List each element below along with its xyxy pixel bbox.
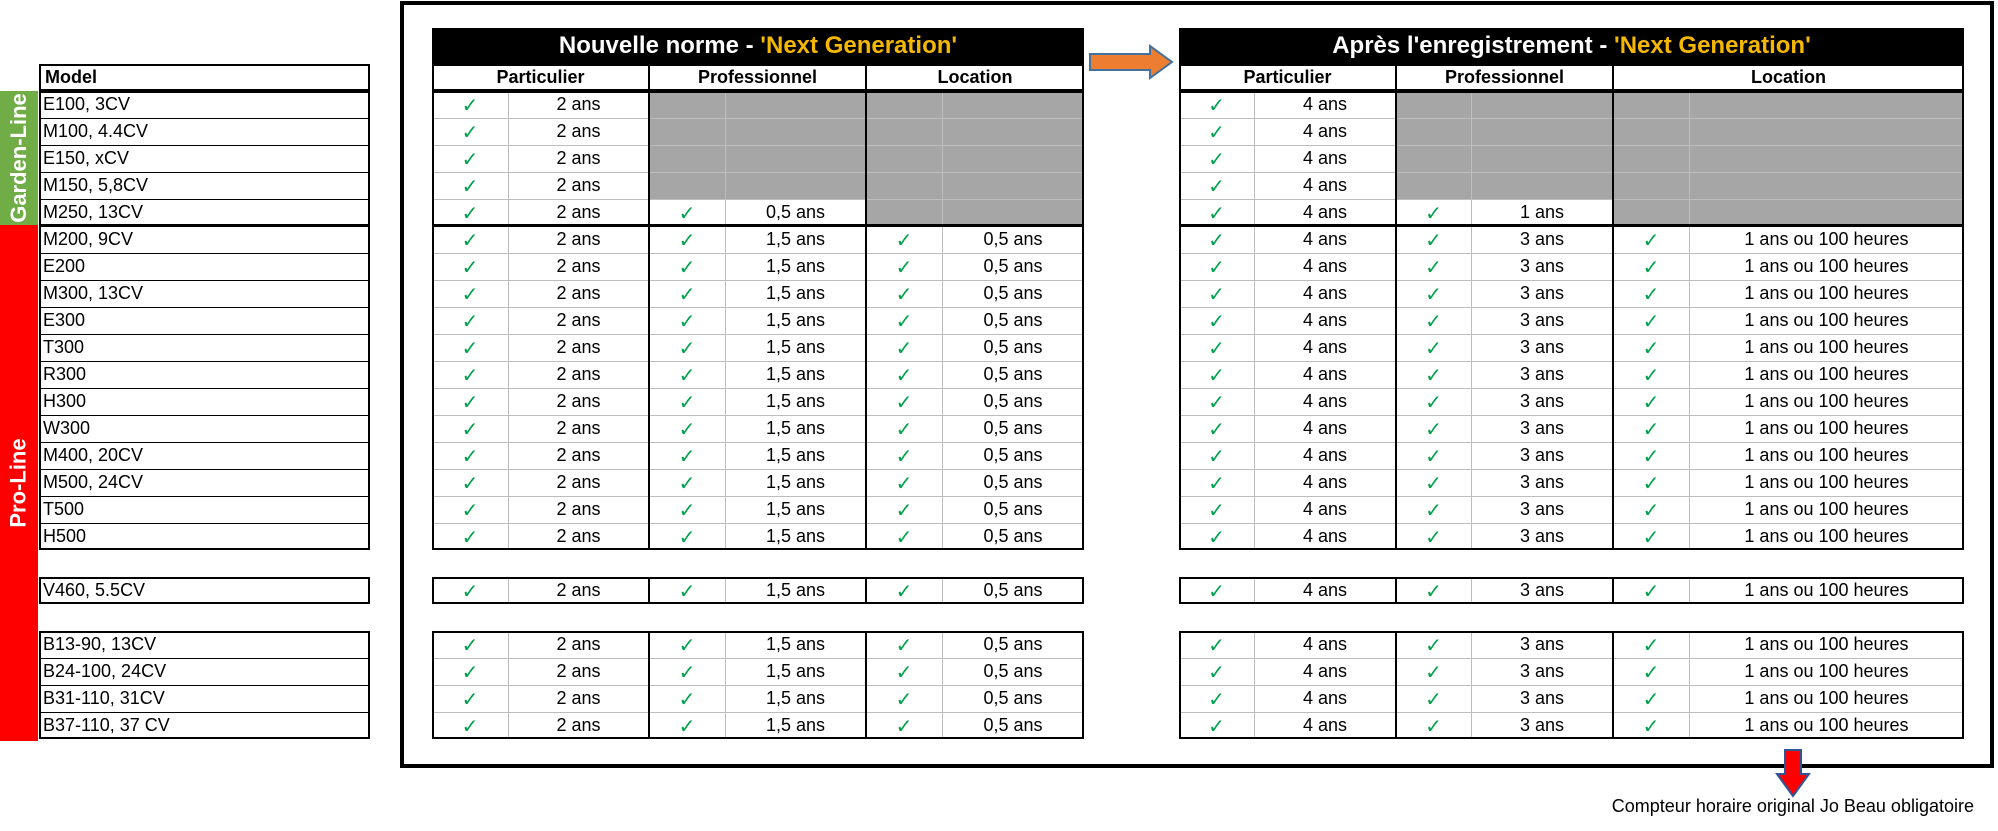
group-divider: [39, 224, 370, 227]
warranty-value: 0,5 ans: [983, 445, 1043, 465]
check-icon: ✓: [678, 578, 696, 603]
model-name: M150, 5,8CV: [43, 175, 149, 195]
check-icon: ✓: [461, 713, 479, 738]
warranty-value: 2 ans: [556, 391, 601, 411]
warranty-value: 1,5 ans: [765, 364, 826, 384]
arrow-right-icon: [1088, 44, 1174, 80]
row-divider: [39, 685, 370, 686]
warranty-value: 2 ans: [556, 526, 601, 546]
warranty-value: 1,5 ans: [765, 283, 826, 303]
check-icon: ✓: [1208, 713, 1225, 738]
warranty-value: 0,5 ans: [765, 202, 826, 222]
warranty-value: 1,5 ans: [765, 391, 826, 411]
row-divider: [39, 496, 370, 497]
warranty-value: 2 ans: [556, 256, 601, 276]
warranty-value: 1 ans ou 100 heures: [1744, 499, 1909, 519]
check-icon: ✓: [895, 470, 913, 495]
row-divider: [39, 253, 370, 254]
warranty-value: 3 ans: [1519, 229, 1565, 249]
check-icon: ✓: [1425, 200, 1442, 225]
row-divider: [39, 415, 370, 416]
warranty-value: 3 ans: [1519, 391, 1565, 411]
warranty-value: 3 ans: [1519, 310, 1565, 330]
check-icon: ✓: [1425, 443, 1442, 468]
warranty-value: 4 ans: [1302, 715, 1348, 735]
check-icon: ✓: [461, 335, 479, 360]
footnote: Compteur horaire original Jo Beau obligatoire: [1611, 796, 1974, 816]
check-icon: ✓: [895, 254, 913, 279]
warranty-value: 4 ans: [1302, 418, 1348, 438]
check-icon: ✓: [461, 173, 479, 198]
check-icon: ✓: [461, 146, 479, 171]
warranty-value: 4 ans: [1302, 94, 1348, 114]
warranty-value: 2 ans: [556, 715, 601, 735]
warranty-value: 0,5 ans: [983, 391, 1043, 411]
warranty-value: 0,5 ans: [983, 472, 1043, 492]
check-icon: ✓: [1425, 335, 1442, 360]
warranty-value: 2 ans: [556, 283, 601, 303]
check-icon: ✓: [1425, 497, 1442, 522]
column-divider: [1395, 64, 1397, 91]
check-icon: ✓: [1642, 524, 1660, 549]
check-icon: ✓: [1208, 578, 1225, 603]
warranty-value: 1,5 ans: [765, 688, 826, 708]
column-header-location: Location: [1751, 67, 1826, 87]
check-icon: ✓: [1425, 686, 1442, 711]
model-name: M400, 20CV: [43, 445, 144, 465]
warranty-value: 0,5 ans: [983, 580, 1043, 600]
model-name: M100, 4.4CV: [43, 121, 149, 141]
left-table-title: [432, 28, 1084, 64]
warranty-value: 0,5 ans: [983, 256, 1043, 276]
warranty-value: 1 ans: [1519, 202, 1565, 222]
warranty-value: 4 ans: [1302, 256, 1348, 276]
check-icon: ✓: [1208, 227, 1225, 252]
check-icon: ✓: [1642, 389, 1660, 414]
check-icon: ✓: [678, 470, 696, 495]
check-icon: ✓: [678, 281, 696, 306]
model-name: B13-90, 13CV: [43, 634, 157, 654]
check-icon: ✓: [461, 470, 479, 495]
check-icon: ✓: [678, 308, 696, 333]
model-header: Model: [39, 64, 370, 91]
check-icon: ✓: [1642, 497, 1660, 522]
check-icon: ✓: [1425, 713, 1442, 738]
warranty-value: 1 ans ou 100 heures: [1744, 688, 1909, 708]
check-icon: ✓: [1425, 281, 1442, 306]
check-icon: ✓: [1425, 308, 1442, 333]
left-title-accent: 'Next Generation': [760, 32, 958, 59]
warranty-value: 1,5 ans: [765, 661, 826, 681]
row-divider: [39, 442, 370, 443]
check-icon: ✓: [1642, 578, 1660, 603]
warranty-value: 3 ans: [1519, 283, 1565, 303]
arrow-down-icon: [1775, 748, 1811, 798]
warranty-value: 4 ans: [1302, 526, 1348, 546]
check-icon: ✓: [1425, 524, 1442, 549]
check-icon: ✓: [1642, 362, 1660, 387]
check-icon: ✓: [678, 200, 696, 225]
check-icon: ✓: [1642, 443, 1660, 468]
column-header-location: Location: [937, 67, 1013, 87]
check-icon: ✓: [1642, 713, 1660, 738]
check-icon: ✓: [1642, 632, 1660, 657]
warranty-value: 1,5 ans: [765, 229, 826, 249]
row-divider: [39, 145, 370, 146]
check-icon: ✓: [1642, 470, 1660, 495]
model-name: B31-110, 31CV: [43, 688, 165, 708]
row-divider: [39, 280, 370, 281]
warranty-value: 1 ans ou 100 heures: [1744, 337, 1909, 357]
warranty-value: 2 ans: [556, 580, 601, 600]
warranty-value: 3 ans: [1519, 688, 1565, 708]
check-icon: ✓: [461, 92, 479, 117]
check-icon: ✓: [461, 254, 479, 279]
model-name: B24-100, 24CV: [43, 661, 167, 681]
check-icon: ✓: [895, 362, 913, 387]
warranty-value: 1 ans ou 100 heures: [1744, 418, 1909, 438]
model-name: E300: [43, 310, 86, 330]
warranty-value: 1 ans ou 100 heures: [1744, 391, 1909, 411]
warranty-value: 0,5 ans: [983, 283, 1043, 303]
check-icon: ✓: [1208, 200, 1225, 225]
warranty-value: 1 ans ou 100 heures: [1744, 472, 1909, 492]
warranty-value: 4 ans: [1302, 499, 1348, 519]
check-icon: ✓: [678, 254, 696, 279]
warranty-value: 1 ans ou 100 heures: [1744, 445, 1909, 465]
check-icon: ✓: [461, 416, 479, 441]
model-name: M200, 9CV: [43, 229, 134, 249]
model-name: E150, xCV: [43, 148, 130, 168]
warranty-value: 4 ans: [1302, 580, 1348, 600]
model-name: T500: [43, 499, 85, 519]
warranty-value: 3 ans: [1519, 715, 1565, 735]
warranty-value: 2 ans: [556, 472, 601, 492]
check-icon: ✓: [678, 659, 696, 684]
check-icon: ✓: [895, 227, 913, 252]
check-icon: ✓: [678, 497, 696, 522]
column-divider: [648, 64, 650, 91]
warranty-value: 0,5 ans: [983, 661, 1043, 681]
warranty-value: 2 ans: [556, 148, 601, 168]
check-icon: ✓: [1208, 632, 1225, 657]
column-header-professionnel: Professionnel: [697, 67, 818, 87]
warranty-value: 0,5 ans: [983, 526, 1043, 546]
warranty-value: 1,5 ans: [765, 472, 826, 492]
warranty-value: 1 ans ou 100 heures: [1744, 310, 1909, 330]
check-icon: ✓: [895, 281, 913, 306]
check-icon: ✓: [1642, 254, 1660, 279]
check-icon: ✓: [1642, 308, 1660, 333]
check-icon: ✓: [1208, 659, 1225, 684]
warranty-value: 2 ans: [556, 418, 601, 438]
warranty-value: 1,5 ans: [765, 580, 826, 600]
warranty-value: 4 ans: [1302, 391, 1348, 411]
check-icon: ✓: [461, 200, 479, 225]
warranty-value: 4 ans: [1302, 229, 1348, 249]
check-icon: ✓: [678, 335, 696, 360]
warranty-value: 1,5 ans: [765, 634, 826, 654]
check-icon: ✓: [895, 578, 913, 603]
warranty-value: 0,5 ans: [983, 634, 1043, 654]
check-icon: ✓: [895, 686, 913, 711]
warranty-value: 4 ans: [1302, 661, 1348, 681]
model-name: T300: [43, 337, 85, 357]
warranty-value: 4 ans: [1302, 283, 1348, 303]
check-icon: ✓: [1208, 281, 1225, 306]
warranty-value: 3 ans: [1519, 256, 1565, 276]
warranty-value: 1,5 ans: [765, 445, 826, 465]
warranty-value: 2 ans: [556, 175, 601, 195]
model-name: M500, 24CV: [43, 472, 144, 492]
warranty-value: 3 ans: [1519, 337, 1565, 357]
warranty-value: 4 ans: [1302, 202, 1348, 222]
warranty-value: 1,5 ans: [765, 499, 826, 519]
warranty-value: 0,5 ans: [983, 499, 1043, 519]
column-header-professionnel: Professionnel: [1444, 67, 1565, 87]
warranty-value: 1,5 ans: [765, 337, 826, 357]
row-divider: [39, 361, 370, 362]
model-name: W300: [43, 418, 91, 438]
check-icon: ✓: [461, 524, 479, 549]
warranty-value: 0,5 ans: [983, 364, 1043, 384]
warranty-value: 3 ans: [1519, 418, 1565, 438]
check-icon: ✓: [1208, 686, 1225, 711]
warranty-value: 1 ans ou 100 heures: [1744, 634, 1909, 654]
check-icon: ✓: [461, 659, 479, 684]
check-icon: ✓: [1425, 416, 1442, 441]
check-icon: ✓: [678, 362, 696, 387]
check-icon: ✓: [461, 497, 479, 522]
garden-line-label: Garden-Line: [6, 93, 32, 223]
check-icon: ✓: [1642, 416, 1660, 441]
check-icon: ✓: [1208, 308, 1225, 333]
check-icon: ✓: [1208, 416, 1225, 441]
check-icon: ✓: [1208, 497, 1225, 522]
check-icon: ✓: [461, 578, 479, 603]
warranty-value: 0,5 ans: [983, 688, 1043, 708]
check-icon: ✓: [1208, 524, 1225, 549]
model-name: H300: [43, 391, 87, 411]
model-name: M300, 13CV: [43, 283, 144, 303]
check-icon: ✓: [1425, 470, 1442, 495]
warranty-value: 3 ans: [1519, 661, 1565, 681]
warranty-value: 0,5 ans: [983, 310, 1043, 330]
check-icon: ✓: [461, 119, 479, 144]
warranty-value: 1 ans ou 100 heures: [1744, 364, 1909, 384]
warranty-value: 4 ans: [1302, 121, 1348, 141]
model-name: R300: [43, 364, 87, 384]
warranty-value: 1 ans ou 100 heures: [1744, 715, 1909, 735]
warranty-value: 2 ans: [556, 499, 601, 519]
right-title-prefix: Après l'enregistrement -: [1332, 32, 1608, 59]
pro-line-band: [0, 225, 38, 741]
warranty-value: 2 ans: [556, 121, 601, 141]
check-icon: ✓: [461, 227, 479, 252]
warranty-value: 2 ans: [556, 337, 601, 357]
check-icon: ✓: [1642, 281, 1660, 306]
warranty-value: 1 ans ou 100 heures: [1744, 256, 1909, 276]
warranty-value: 3 ans: [1519, 472, 1565, 492]
check-icon: ✓: [678, 443, 696, 468]
warranty-value: 1 ans ou 100 heures: [1744, 526, 1909, 546]
warranty-value: 2 ans: [556, 229, 601, 249]
model-name: B37-110, 37 CV: [43, 715, 170, 735]
check-icon: ✓: [1208, 254, 1225, 279]
check-icon: ✓: [895, 443, 913, 468]
check-icon: ✓: [895, 632, 913, 657]
model-name: E200: [43, 256, 86, 276]
check-icon: ✓: [461, 362, 479, 387]
row-divider: [39, 334, 370, 335]
warranty-value: 2 ans: [556, 634, 601, 654]
warranty-value: 2 ans: [556, 688, 601, 708]
column-divider: [865, 64, 867, 91]
check-icon: ✓: [1208, 362, 1225, 387]
check-icon: ✓: [1642, 686, 1660, 711]
column-divider: [1612, 64, 1614, 91]
check-icon: ✓: [1642, 659, 1660, 684]
check-icon: ✓: [678, 227, 696, 252]
right-table-title: [1179, 28, 1964, 64]
warranty-value: 4 ans: [1302, 175, 1348, 195]
warranty-value: 3 ans: [1519, 499, 1565, 519]
row-divider: [39, 712, 370, 713]
warranty-value: 1,5 ans: [765, 310, 826, 330]
model-name: V460, 5.5CV: [43, 580, 146, 600]
check-icon: ✓: [895, 416, 913, 441]
check-icon: ✓: [1425, 659, 1442, 684]
check-icon: ✓: [1208, 443, 1225, 468]
warranty-value: 1,5 ans: [765, 418, 826, 438]
warranty-value: 1 ans ou 100 heures: [1744, 229, 1909, 249]
check-icon: ✓: [461, 632, 479, 657]
warranty-value: 4 ans: [1302, 364, 1348, 384]
check-icon: ✓: [678, 632, 696, 657]
row-divider: [39, 172, 370, 173]
warranty-value: 4 ans: [1302, 337, 1348, 357]
check-icon: ✓: [1208, 92, 1225, 117]
check-icon: ✓: [678, 713, 696, 738]
check-icon: ✓: [1425, 362, 1442, 387]
warranty-value: 1,5 ans: [765, 715, 826, 735]
row-divider: [39, 658, 370, 659]
warranty-value: 2 ans: [556, 202, 601, 222]
right-title-accent: 'Next Generation': [1614, 32, 1811, 59]
check-icon: ✓: [678, 389, 696, 414]
warranty-value: 0,5 ans: [983, 337, 1043, 357]
check-icon: ✓: [678, 686, 696, 711]
row-divider: [39, 523, 370, 524]
warranty-value: 4 ans: [1302, 310, 1348, 330]
check-icon: ✓: [1208, 119, 1225, 144]
check-icon: ✓: [678, 524, 696, 549]
warranty-value: 4 ans: [1302, 148, 1348, 168]
check-icon: ✓: [895, 389, 913, 414]
check-icon: ✓: [895, 659, 913, 684]
warranty-value: 4 ans: [1302, 634, 1348, 654]
check-icon: ✓: [895, 497, 913, 522]
check-icon: ✓: [678, 416, 696, 441]
warranty-value: 2 ans: [556, 364, 601, 384]
check-icon: ✓: [1642, 335, 1660, 360]
pro-line-label: Pro-Line: [6, 438, 32, 528]
check-icon: ✓: [895, 308, 913, 333]
warranty-value: 3 ans: [1519, 364, 1565, 384]
model-name: M250, 13CV: [43, 202, 144, 222]
warranty-value: 1 ans ou 100 heures: [1744, 661, 1909, 681]
check-icon: ✓: [1208, 389, 1225, 414]
warranty-value: 1,5 ans: [765, 256, 826, 276]
model-name: E100, 3CV: [43, 94, 131, 114]
column-header-particulier: Particulier: [1243, 67, 1332, 87]
warranty-value: 4 ans: [1302, 688, 1348, 708]
warranty-value: 3 ans: [1519, 580, 1565, 600]
check-icon: ✓: [895, 335, 913, 360]
warranty-value: 0,5 ans: [983, 715, 1043, 735]
check-icon: ✓: [1425, 389, 1442, 414]
check-icon: ✓: [895, 524, 913, 549]
check-icon: ✓: [1208, 470, 1225, 495]
check-icon: ✓: [1425, 632, 1442, 657]
check-icon: ✓: [1208, 146, 1225, 171]
check-icon: ✓: [461, 443, 479, 468]
check-icon: ✓: [1425, 578, 1442, 603]
check-icon: ✓: [895, 713, 913, 738]
warranty-value: 0,5 ans: [983, 418, 1043, 438]
left-title-prefix: Nouvelle norme -: [558, 32, 754, 59]
warranty-value: 1 ans ou 100 heures: [1744, 580, 1909, 600]
warranty-value: 2 ans: [556, 445, 601, 465]
warranty-value: 1 ans ou 100 heures: [1744, 283, 1909, 303]
row-divider: [39, 118, 370, 119]
check-icon: ✓: [461, 389, 479, 414]
warranty-value: 1,5 ans: [765, 526, 826, 546]
warranty-value: 2 ans: [556, 310, 601, 330]
check-icon: ✓: [461, 308, 479, 333]
check-icon: ✓: [1425, 227, 1442, 252]
warranty-value: 0,5 ans: [983, 229, 1043, 249]
row-divider: [39, 388, 370, 389]
warranty-value: 4 ans: [1302, 472, 1348, 492]
garden-line-band: [0, 91, 38, 225]
check-icon: ✓: [1208, 173, 1225, 198]
row-divider: [39, 469, 370, 470]
check-icon: ✓: [461, 281, 479, 306]
warranty-value: 2 ans: [556, 661, 601, 681]
warranty-value: 3 ans: [1519, 445, 1565, 465]
column-header-particulier: Particulier: [496, 67, 585, 87]
warranty-value: 4 ans: [1302, 445, 1348, 465]
row-divider: [39, 307, 370, 308]
model-name: H500: [43, 526, 87, 546]
check-icon: ✓: [1425, 254, 1442, 279]
row-divider: [39, 199, 370, 200]
warranty-value: 3 ans: [1519, 526, 1565, 546]
warranty-value: 2 ans: [556, 94, 601, 114]
check-icon: ✓: [1642, 227, 1660, 252]
warranty-value: 3 ans: [1519, 634, 1565, 654]
check-icon: ✓: [461, 686, 479, 711]
check-icon: ✓: [1208, 335, 1225, 360]
